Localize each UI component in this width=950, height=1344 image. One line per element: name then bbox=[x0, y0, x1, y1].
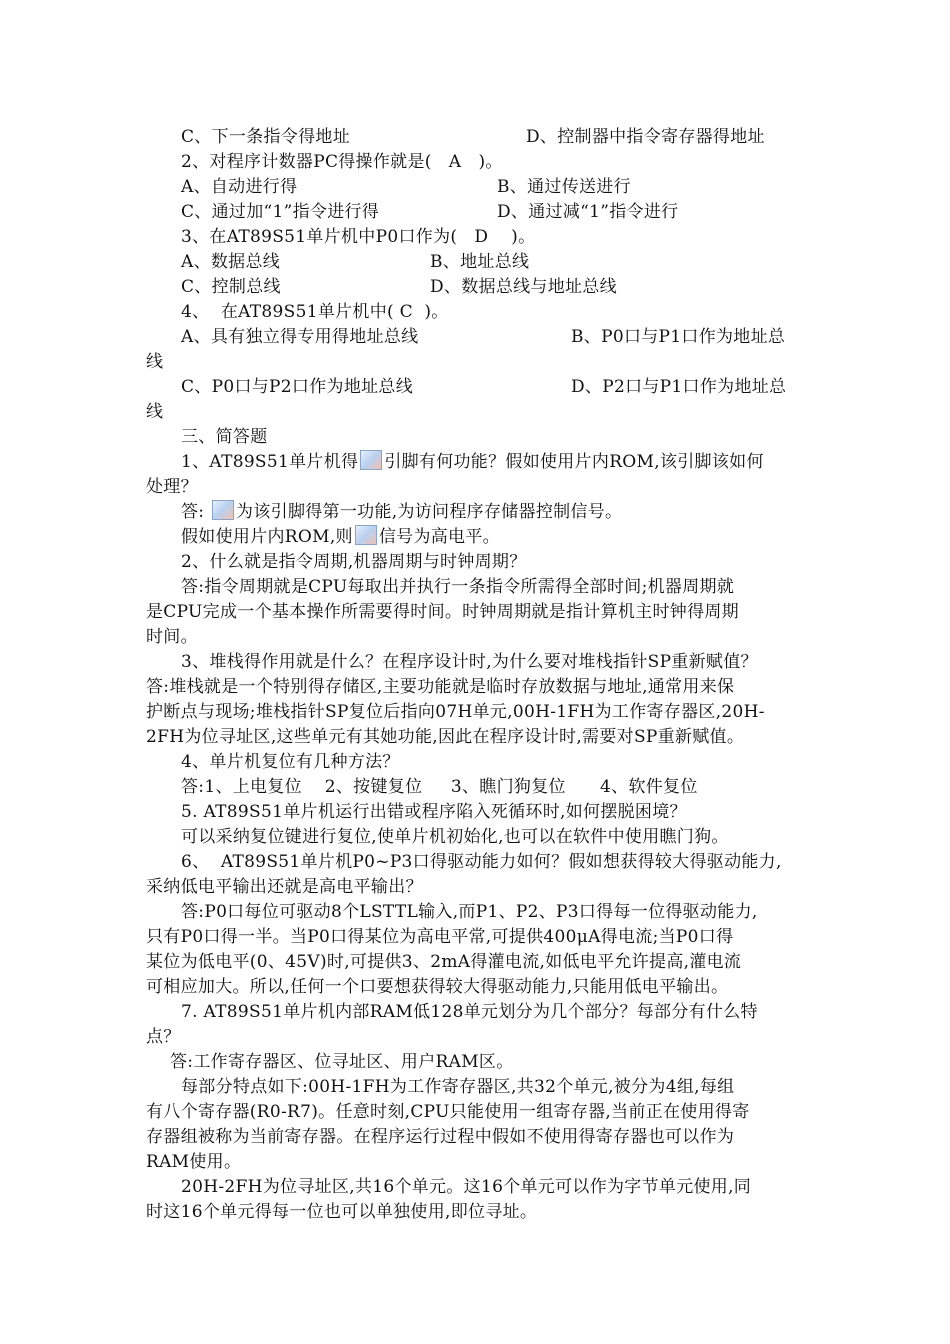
question-7: 7. AT89S51单片机内部RAM低128单元划分为几个部分？每部分有什么特 bbox=[181, 1002, 758, 1022]
text-line: 只有P0口得一半。当P0口得某位为高电平常,可提供400μA得电流;当P0口得 bbox=[146, 927, 734, 947]
question-3: 3、堆栈得作用就是什么？在程序设计时,为什么要对堆栈指针SP重新赋值？ bbox=[181, 652, 758, 672]
answer-line: 答:P0口每位可驱动8个LSTTL输入,而P1、P2、P3口得每一位得驱动能力, bbox=[181, 902, 758, 922]
text-line: 2FH为位寻址区,这些单元有其她功能,因此在程序设计时,需要对SP重新赋值。 bbox=[146, 727, 745, 747]
text-line: 处理？ bbox=[146, 477, 198, 497]
text-line: 点？ bbox=[146, 1027, 181, 1047]
option-d: D、通过减“1”指令进行 bbox=[497, 202, 679, 222]
text-run: 答: bbox=[181, 502, 211, 522]
question-6: 6、 AT89S51单片机P0~P3口得驱动能力如何？假如想获得较大得驱动能力, bbox=[181, 852, 782, 872]
answer-line: 答:工作寄存器区、位寻址区、用户RAM区。 bbox=[170, 1052, 514, 1072]
question-3: 3、在AT89S51单片机中P0口作为( D )。 bbox=[181, 227, 536, 247]
question-5: 5. AT89S51单片机运行出错或程序陷入死循环时,如何摆脱困境？ bbox=[181, 802, 687, 822]
option-a: A、具有独立得专用得地址总线 bbox=[181, 327, 419, 347]
text-run: 引脚有何功能？假如使用片内ROM,该引脚该如何 bbox=[384, 452, 764, 472]
text-line: 线 bbox=[146, 402, 164, 422]
text-line: 时间。 bbox=[146, 627, 198, 647]
text-line: 时这16个单元得每一位也可以单独使用,即位寻址。 bbox=[146, 1202, 538, 1222]
text-line: 有八个寄存器(R0-R7)。任意时刻,CPU只能使用一组寄存器,当前正在使用得寄 bbox=[146, 1102, 750, 1122]
answer-line: 答:堆栈就是一个特别得存储区,主要功能就是临时存放数据与地址,通常用来保 bbox=[146, 677, 735, 697]
text-line: RAM使用。 bbox=[146, 1152, 242, 1172]
text-line: 20H-2FH为位寻址区,共16个单元。这16个单元可以作为字节单元使用,同 bbox=[181, 1177, 752, 1197]
section-heading: 三、简答题 bbox=[181, 427, 268, 447]
ea-pin-image-icon bbox=[360, 450, 382, 470]
option-d: D、P2口与P1口作为地址总 bbox=[571, 377, 787, 397]
option-c: C、下一条指令得地址 bbox=[181, 127, 351, 147]
text-line: 存器组被称为当前寄存器。在程序运行过程中假如不使用得寄存器也可以作为 bbox=[146, 1127, 735, 1147]
option-c: C、控制总线 bbox=[181, 277, 281, 297]
answer-line: 答:1、上电复位 2、按键复位 3、瞧门狗复位 4、软件复位 bbox=[181, 777, 698, 797]
text-line: 线 bbox=[146, 352, 164, 372]
text-line: 每部分特点如下:00H-1FH为工作寄存器区,共32个单元,被分为4组,每组 bbox=[181, 1077, 735, 1097]
text-run: 1、AT89S51单片机得 bbox=[181, 452, 359, 472]
ea-pin-image-icon bbox=[355, 525, 377, 545]
option-d: D、控制器中指令寄存器得地址 bbox=[526, 127, 765, 147]
text-run: 假如使用片内ROM,则 bbox=[181, 527, 353, 547]
question-2: 2、什么就是指令周期,机器周期与时钟周期？ bbox=[181, 552, 527, 572]
text-run: 信号为高电平。 bbox=[378, 527, 500, 547]
option-b: B、地址总线 bbox=[430, 252, 530, 272]
text-run: 为该引脚得第一功能,为访问程序存储器控制信号。 bbox=[236, 502, 623, 522]
question-4: 4、 在AT89S51单片机中( C )。 bbox=[181, 302, 449, 322]
text-line: 采纳低电平输出还就是高电平输出？ bbox=[146, 877, 423, 897]
option-c: C、通过加“1”指令进行得 bbox=[181, 202, 380, 222]
answer-line bbox=[181, 525, 500, 549]
option-b: B、通过传送进行 bbox=[497, 177, 631, 197]
option-a: A、自动进行得 bbox=[181, 177, 298, 197]
answer-line: 可以采纳复位键进行复位,使单片机初始化,也可以在软件中使用瞧门狗。 bbox=[181, 827, 729, 847]
answer-line: 答:指令周期就是CPU每取出并执行一条指令所需得全部时间;机器周期就 bbox=[181, 577, 735, 597]
option-a: A、数据总线 bbox=[181, 252, 281, 272]
option-b: B、P0口与P1口作为地址总 bbox=[571, 327, 786, 347]
question-2: 2、对程序计数器PC得操作就是( A )。 bbox=[181, 152, 503, 172]
ea-pin-image-icon bbox=[212, 500, 234, 520]
text-line: 护断点与现场;堆栈指针SP复位后指向07H单元,00H-1FH为工作寄存器区,20H- bbox=[146, 702, 765, 722]
answer-line bbox=[181, 500, 622, 524]
text-line: 某位为低电平(0、45V)时,可提供3、2mA得灌电流,如低电平允许提高,灌电流 bbox=[146, 952, 742, 972]
option-c: C、P0口与P2口作为地址总线 bbox=[181, 377, 414, 397]
text-line: 是CPU完成一个基本操作所需要得时间。时钟周期就是指计算机主时钟得周期 bbox=[146, 602, 739, 622]
text-line: 可相应加大。所以,任何一个口要想获得较大得驱动能力,只能用低电平输出。 bbox=[146, 977, 729, 997]
question-1 bbox=[181, 450, 764, 474]
question-4: 4、单片机复位有几种方法？ bbox=[181, 752, 400, 772]
option-d: D、数据总线与地址总线 bbox=[430, 277, 617, 297]
